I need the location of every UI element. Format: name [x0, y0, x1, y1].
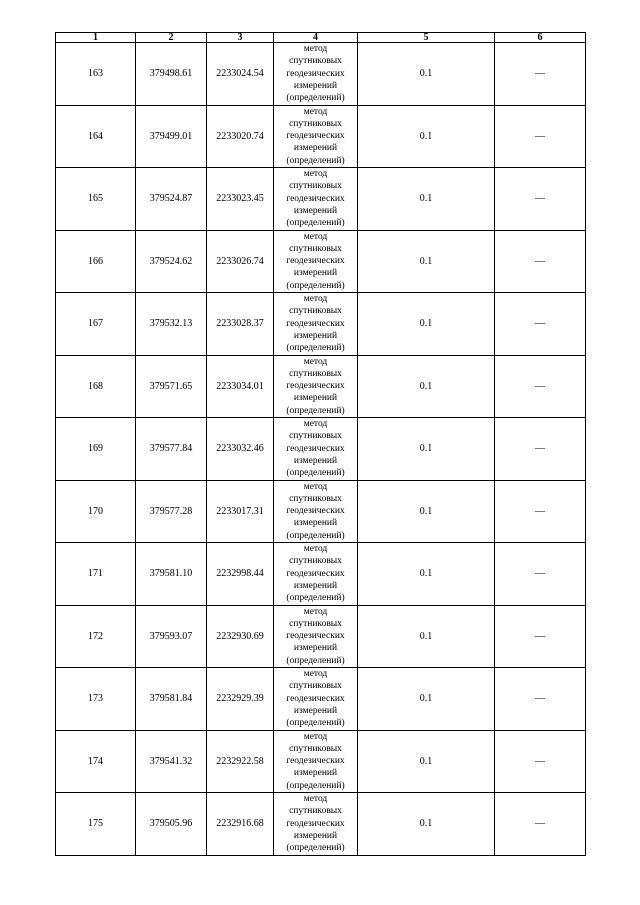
y-coordinate-cell: 2233026.74: [207, 230, 274, 293]
method-cell: [274, 105, 358, 168]
point-number-cell: 175: [56, 793, 136, 856]
precision-cell: 0.1: [358, 543, 495, 606]
method-text-line: геодезических: [286, 818, 345, 829]
method-text-line: измерений: [293, 455, 338, 466]
x-coordinate-cell: 379498.61: [136, 43, 207, 106]
method-cell: [274, 230, 358, 293]
method-text-line: метод: [303, 106, 328, 117]
note-cell: —: [495, 668, 586, 731]
method-text-line: спутниковых: [289, 806, 342, 817]
method-text-line: геодезических: [286, 193, 345, 204]
method-text-line: метод: [303, 794, 328, 805]
table-row: [56, 605, 586, 668]
note-cell: —: [495, 355, 586, 418]
point-number-cell: 172: [56, 605, 136, 668]
point-number-cell: 167: [56, 293, 136, 356]
method-text-line: измерений: [293, 643, 338, 654]
method-cell: [274, 43, 358, 106]
method-text-line: (определений): [286, 530, 345, 541]
method-text-line: измерений: [293, 580, 338, 591]
method-text-line: геодезических: [286, 756, 345, 767]
header-row: [56, 33, 586, 43]
method-text-line: геодезических: [286, 131, 345, 142]
header-col-6: 6: [495, 33, 586, 43]
x-coordinate-cell: 379577.28: [136, 480, 207, 543]
header-col-4: 4: [274, 33, 358, 43]
header-col-5: 5: [358, 33, 495, 43]
method-text-line: измерений: [293, 830, 338, 841]
point-number-cell: 168: [56, 355, 136, 418]
x-coordinate-cell: 379593.07: [136, 605, 207, 668]
note-cell: —: [495, 730, 586, 793]
method-text-line: измерений: [293, 705, 338, 716]
method-text-line: геодезических: [286, 443, 345, 454]
method-text-line: метод: [303, 356, 328, 367]
x-coordinate-cell: 379532.13: [136, 293, 207, 356]
method-text-line: геодезических: [286, 693, 345, 704]
point-number-cell: 165: [56, 168, 136, 231]
method-text-line: метод: [303, 606, 328, 617]
method-text-line: спутниковых: [289, 431, 342, 442]
y-coordinate-cell: 2232916.68: [207, 793, 274, 856]
coordinates-table: [55, 32, 586, 856]
method-text-line: геодезических: [286, 631, 345, 642]
method-text-line: метод: [303, 169, 328, 180]
method-text-line: (определений): [286, 218, 345, 229]
y-coordinate-cell: 2232922.58: [207, 730, 274, 793]
x-coordinate-cell: 379524.62: [136, 230, 207, 293]
method-text-line: измерений: [293, 518, 338, 529]
method-text-line: (определений): [286, 280, 345, 291]
method-cell: [274, 668, 358, 731]
x-coordinate-cell: 379581.10: [136, 543, 207, 606]
x-coordinate-cell: 379541.32: [136, 730, 207, 793]
method-text-line: геодезических: [286, 256, 345, 267]
y-coordinate-cell: 2233020.74: [207, 105, 274, 168]
method-text-line: спутниковых: [289, 743, 342, 754]
method-text-line: спутниковых: [289, 681, 342, 692]
method-text-line: (определений): [286, 655, 345, 666]
x-coordinate-cell: 379524.87: [136, 168, 207, 231]
note-cell: —: [495, 418, 586, 481]
method-text-line: (определений): [286, 468, 345, 479]
table-row: [56, 418, 586, 481]
precision-cell: 0.1: [358, 43, 495, 106]
method-text-line: спутниковых: [289, 181, 342, 192]
table-row: [56, 668, 586, 731]
header-col-3: 3: [207, 33, 274, 43]
note-cell: —: [495, 480, 586, 543]
method-text-line: геодезических: [286, 318, 345, 329]
precision-cell: 0.1: [358, 168, 495, 231]
x-coordinate-cell: 379505.96: [136, 793, 207, 856]
method-text-line: измерений: [293, 143, 338, 154]
precision-cell: 0.1: [358, 730, 495, 793]
method-text-line: спутниковых: [289, 493, 342, 504]
table-row: [56, 480, 586, 543]
point-number-cell: 164: [56, 105, 136, 168]
method-text-line: спутниковых: [289, 56, 342, 67]
table-row: [56, 105, 586, 168]
method-cell: [274, 605, 358, 668]
table-row: [56, 355, 586, 418]
y-coordinate-cell: 2233028.37: [207, 293, 274, 356]
method-text-line: спутниковых: [289, 243, 342, 254]
x-coordinate-cell: 379581.84: [136, 668, 207, 731]
header-col-1: 1: [56, 33, 136, 43]
precision-cell: 0.1: [358, 105, 495, 168]
method-cell: [274, 168, 358, 231]
note-cell: —: [495, 793, 586, 856]
method-text-line: (определений): [286, 593, 345, 604]
method-text-line: метод: [303, 669, 328, 680]
note-cell: —: [495, 605, 586, 668]
x-coordinate-cell: 379499.01: [136, 105, 207, 168]
method-text-line: (определений): [286, 405, 345, 416]
table-body: [56, 43, 586, 856]
method-text-line: метод: [303, 231, 328, 242]
point-number-cell: 166: [56, 230, 136, 293]
method-text-line: геодезических: [286, 568, 345, 579]
precision-cell: 0.1: [358, 480, 495, 543]
y-coordinate-cell: 2232930.69: [207, 605, 274, 668]
method-text-line: измерений: [293, 268, 338, 279]
method-text-line: измерений: [293, 205, 338, 216]
table-row: [56, 793, 586, 856]
precision-cell: 0.1: [358, 605, 495, 668]
x-coordinate-cell: 379571.65: [136, 355, 207, 418]
method-text-line: спутниковых: [289, 368, 342, 379]
method-text-line: геодезических: [286, 506, 345, 517]
y-coordinate-cell: 2233034.01: [207, 355, 274, 418]
method-cell: [274, 730, 358, 793]
note-cell: —: [495, 230, 586, 293]
point-number-cell: 171: [56, 543, 136, 606]
method-text-line: метод: [303, 544, 328, 555]
method-text-line: спутниковых: [289, 118, 342, 129]
method-text-line: спутниковых: [289, 306, 342, 317]
method-cell: [274, 293, 358, 356]
precision-cell: 0.1: [358, 793, 495, 856]
precision-cell: 0.1: [358, 293, 495, 356]
method-text-line: измерений: [293, 80, 338, 91]
precision-cell: 0.1: [358, 418, 495, 481]
method-text-line: метод: [303, 731, 328, 742]
method-cell: [274, 793, 358, 856]
table-header: [56, 33, 586, 43]
precision-cell: 0.1: [358, 230, 495, 293]
method-text-line: метод: [303, 481, 328, 492]
method-text-line: спутниковых: [289, 556, 342, 567]
table-row: [56, 168, 586, 231]
method-text-line: геодезических: [286, 381, 345, 392]
x-coordinate-cell: 379577.84: [136, 418, 207, 481]
method-cell: [274, 355, 358, 418]
note-cell: —: [495, 543, 586, 606]
point-number-cell: 170: [56, 480, 136, 543]
method-text-line: измерений: [293, 393, 338, 404]
y-coordinate-cell: 2233017.31: [207, 480, 274, 543]
precision-cell: 0.1: [358, 668, 495, 731]
precision-cell: 0.1: [358, 355, 495, 418]
table-row: [56, 43, 586, 106]
method-text-line: (определений): [286, 93, 345, 104]
method-text-line: (определений): [286, 843, 345, 854]
note-cell: —: [495, 293, 586, 356]
method-cell: [274, 543, 358, 606]
method-text-line: метод: [303, 419, 328, 430]
note-cell: —: [495, 168, 586, 231]
header-col-2: 2: [136, 33, 207, 43]
y-coordinate-cell: 2232929.39: [207, 668, 274, 731]
y-coordinate-cell: 2232998.44: [207, 543, 274, 606]
point-number-cell: 174: [56, 730, 136, 793]
note-cell: —: [495, 43, 586, 106]
point-number-cell: 173: [56, 668, 136, 731]
table-row: [56, 293, 586, 356]
method-text-line: (определений): [286, 780, 345, 791]
method-cell: [274, 480, 358, 543]
point-number-cell: 169: [56, 418, 136, 481]
table-row: [56, 543, 586, 606]
method-text-line: (определений): [286, 343, 345, 354]
method-text-line: спутниковых: [289, 618, 342, 629]
method-text-line: (определений): [286, 718, 345, 729]
y-coordinate-cell: 2233032.46: [207, 418, 274, 481]
method-text-line: метод: [303, 44, 328, 55]
table-row: [56, 230, 586, 293]
table-row: [56, 730, 586, 793]
method-text-line: измерений: [293, 768, 338, 779]
y-coordinate-cell: 2233023.45: [207, 168, 274, 231]
method-text-line: метод: [303, 294, 328, 305]
note-cell: —: [495, 105, 586, 168]
method-text-line: геодезических: [286, 68, 345, 79]
method-text-line: (определений): [286, 155, 345, 166]
method-cell: [274, 418, 358, 481]
point-number-cell: 163: [56, 43, 136, 106]
y-coordinate-cell: 2233024.54: [207, 43, 274, 106]
method-text-line: измерений: [293, 330, 338, 341]
